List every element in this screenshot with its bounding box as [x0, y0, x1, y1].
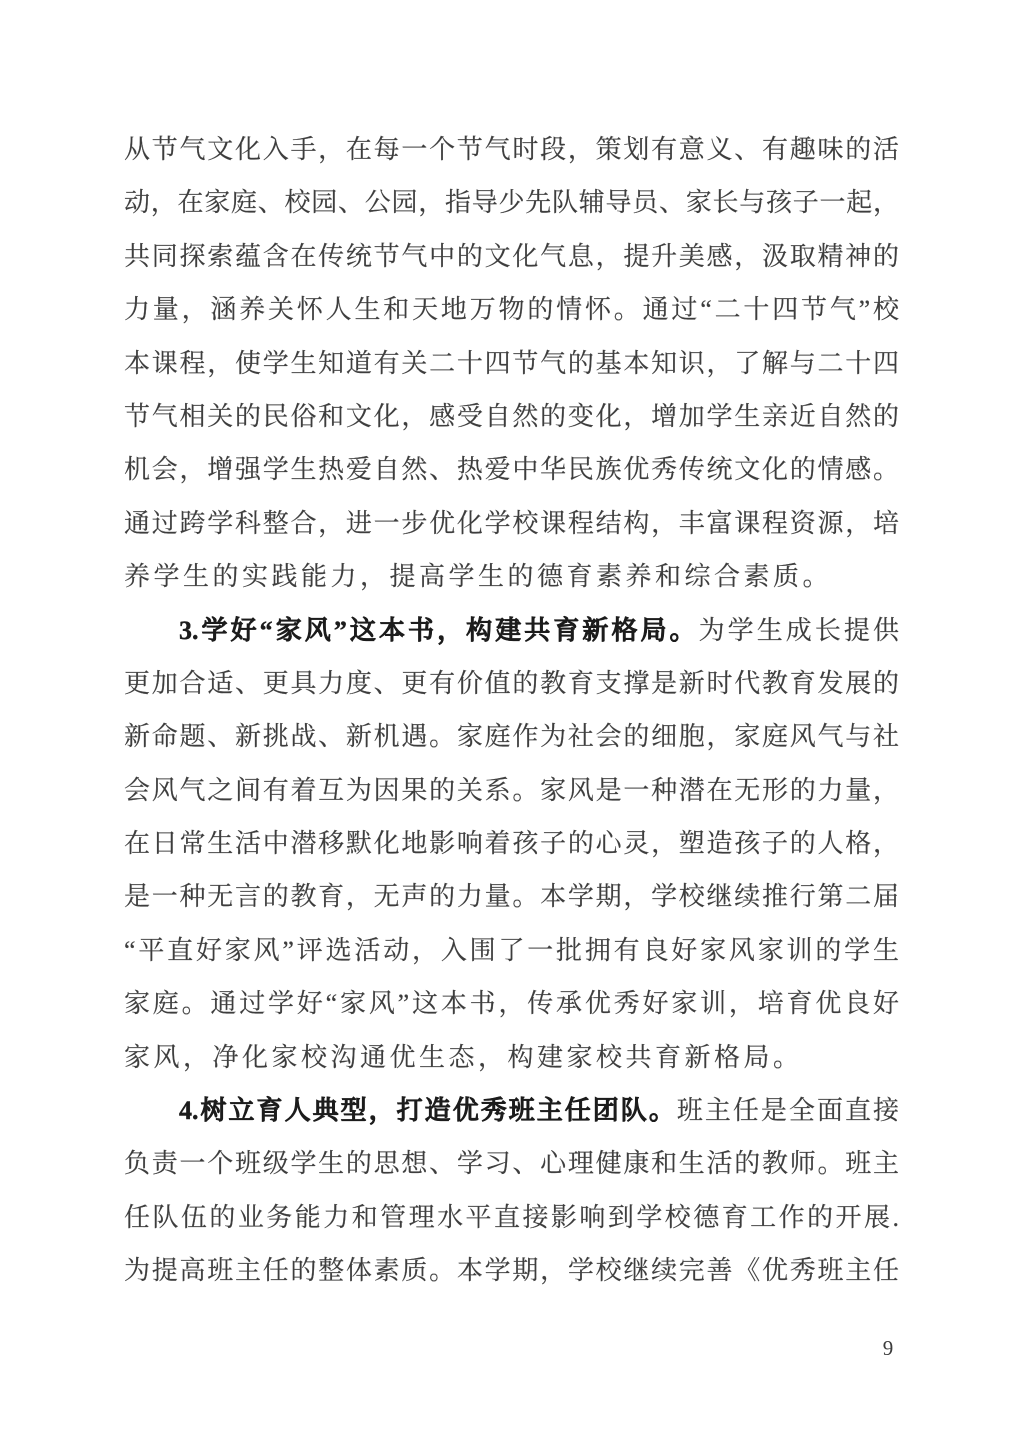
text-line	[124, 390, 899, 443]
text-line	[124, 977, 899, 1030]
line-text: 为提高班主任的整体素质。本学期，学校继续完善《优秀班主任	[124, 1256, 899, 1286]
line-text: 养学生的实践能力，提高学生的德育素养和综合素质。	[124, 562, 833, 592]
heading-bold-text: 4.树立育人典型，打造优秀班主任团队。	[179, 1096, 677, 1126]
text-line	[124, 283, 899, 336]
text-block	[124, 123, 899, 1298]
text-line	[124, 764, 899, 817]
text-line	[124, 337, 899, 390]
line-text: 新命题、新挑战、新机遇。家庭作为社会的细胞，家庭风气与社	[124, 722, 899, 752]
line-text: 动，在家庭、校园、公园，指导少先队辅导员、家长与孩子一起，	[124, 188, 899, 218]
line-text: 负责一个班级学生的思想、学习、心理健康和生活的教师。班主	[124, 1149, 899, 1179]
text-line	[124, 817, 899, 870]
line-text: 从节气文化入手，在每一个节气时段，策划有意义、有趣味的活	[124, 135, 899, 164]
line-text: 本课程，使学生知道有关二十四节气的基本知识，了解与二十四	[124, 348, 899, 378]
page-number: 9	[882, 1336, 894, 1360]
heading-line	[124, 1084, 899, 1137]
line-text: 在日常生活中潜移默化地影响着孩子的心灵，塑造孩子的人格，	[124, 829, 899, 859]
line-text: 共同探索蕴含在传统节气中的文化气息，提升美感，汲取精神的	[124, 241, 899, 271]
line-text: 更加合适、更具力度、更有价值的教育支撑是新时代教育发展的	[124, 668, 899, 698]
text-line	[124, 550, 899, 603]
text-line	[124, 123, 899, 176]
line-text: 班主任是全面直接	[676, 1096, 899, 1126]
text-line	[124, 1191, 899, 1244]
line-text: 任队伍的业务能力和管理水平直接影响到学校德育工作的开展.	[124, 1202, 899, 1232]
text-line	[124, 1031, 899, 1084]
text-line	[124, 1137, 899, 1190]
text-line	[124, 924, 899, 977]
line-text: 节气相关的民俗和文化，感受自然的变化，增加学生亲近自然的	[124, 401, 899, 431]
line-text: 是一种无言的教育，无声的力量。本学期，学校继续推行第二届	[124, 882, 899, 912]
heading-line	[124, 604, 899, 657]
line-text: 机会，增强学生热爱自然、热爱中华民族优秀传统文化的情感。	[124, 455, 899, 485]
text-line	[124, 870, 899, 923]
text-line	[124, 1244, 899, 1297]
line-text: 家庭。通过学好“家风”这本书，传承优秀好家训，培育优良好	[124, 989, 899, 1019]
line-text: 力量，涵养关怀人生和天地万物的情怀。通过“二十四节气”校	[124, 295, 899, 325]
text-line	[124, 443, 899, 496]
line-text: 通过跨学科整合，进一步优化学校课程结构，丰富课程资源，培	[124, 508, 899, 538]
line-text: 会风气之间有着互为因果的关系。家风是一种潜在无形的力量，	[124, 775, 899, 805]
text-line	[124, 230, 899, 283]
line-text: 家风，净化家校沟通优生态，构建家校共育新格局。	[124, 1042, 803, 1072]
heading-bold-text: 3.学好“家风”这本书，构建共育新格局。	[179, 615, 699, 645]
line-text: “平直好家风”评选活动，入围了一批拥有良好家风家训的学生	[124, 935, 899, 965]
text-line	[124, 497, 899, 550]
text-line	[124, 176, 899, 229]
line-text: 为学生成长提供	[698, 615, 899, 645]
text-line	[124, 710, 899, 763]
text-line	[124, 657, 899, 710]
